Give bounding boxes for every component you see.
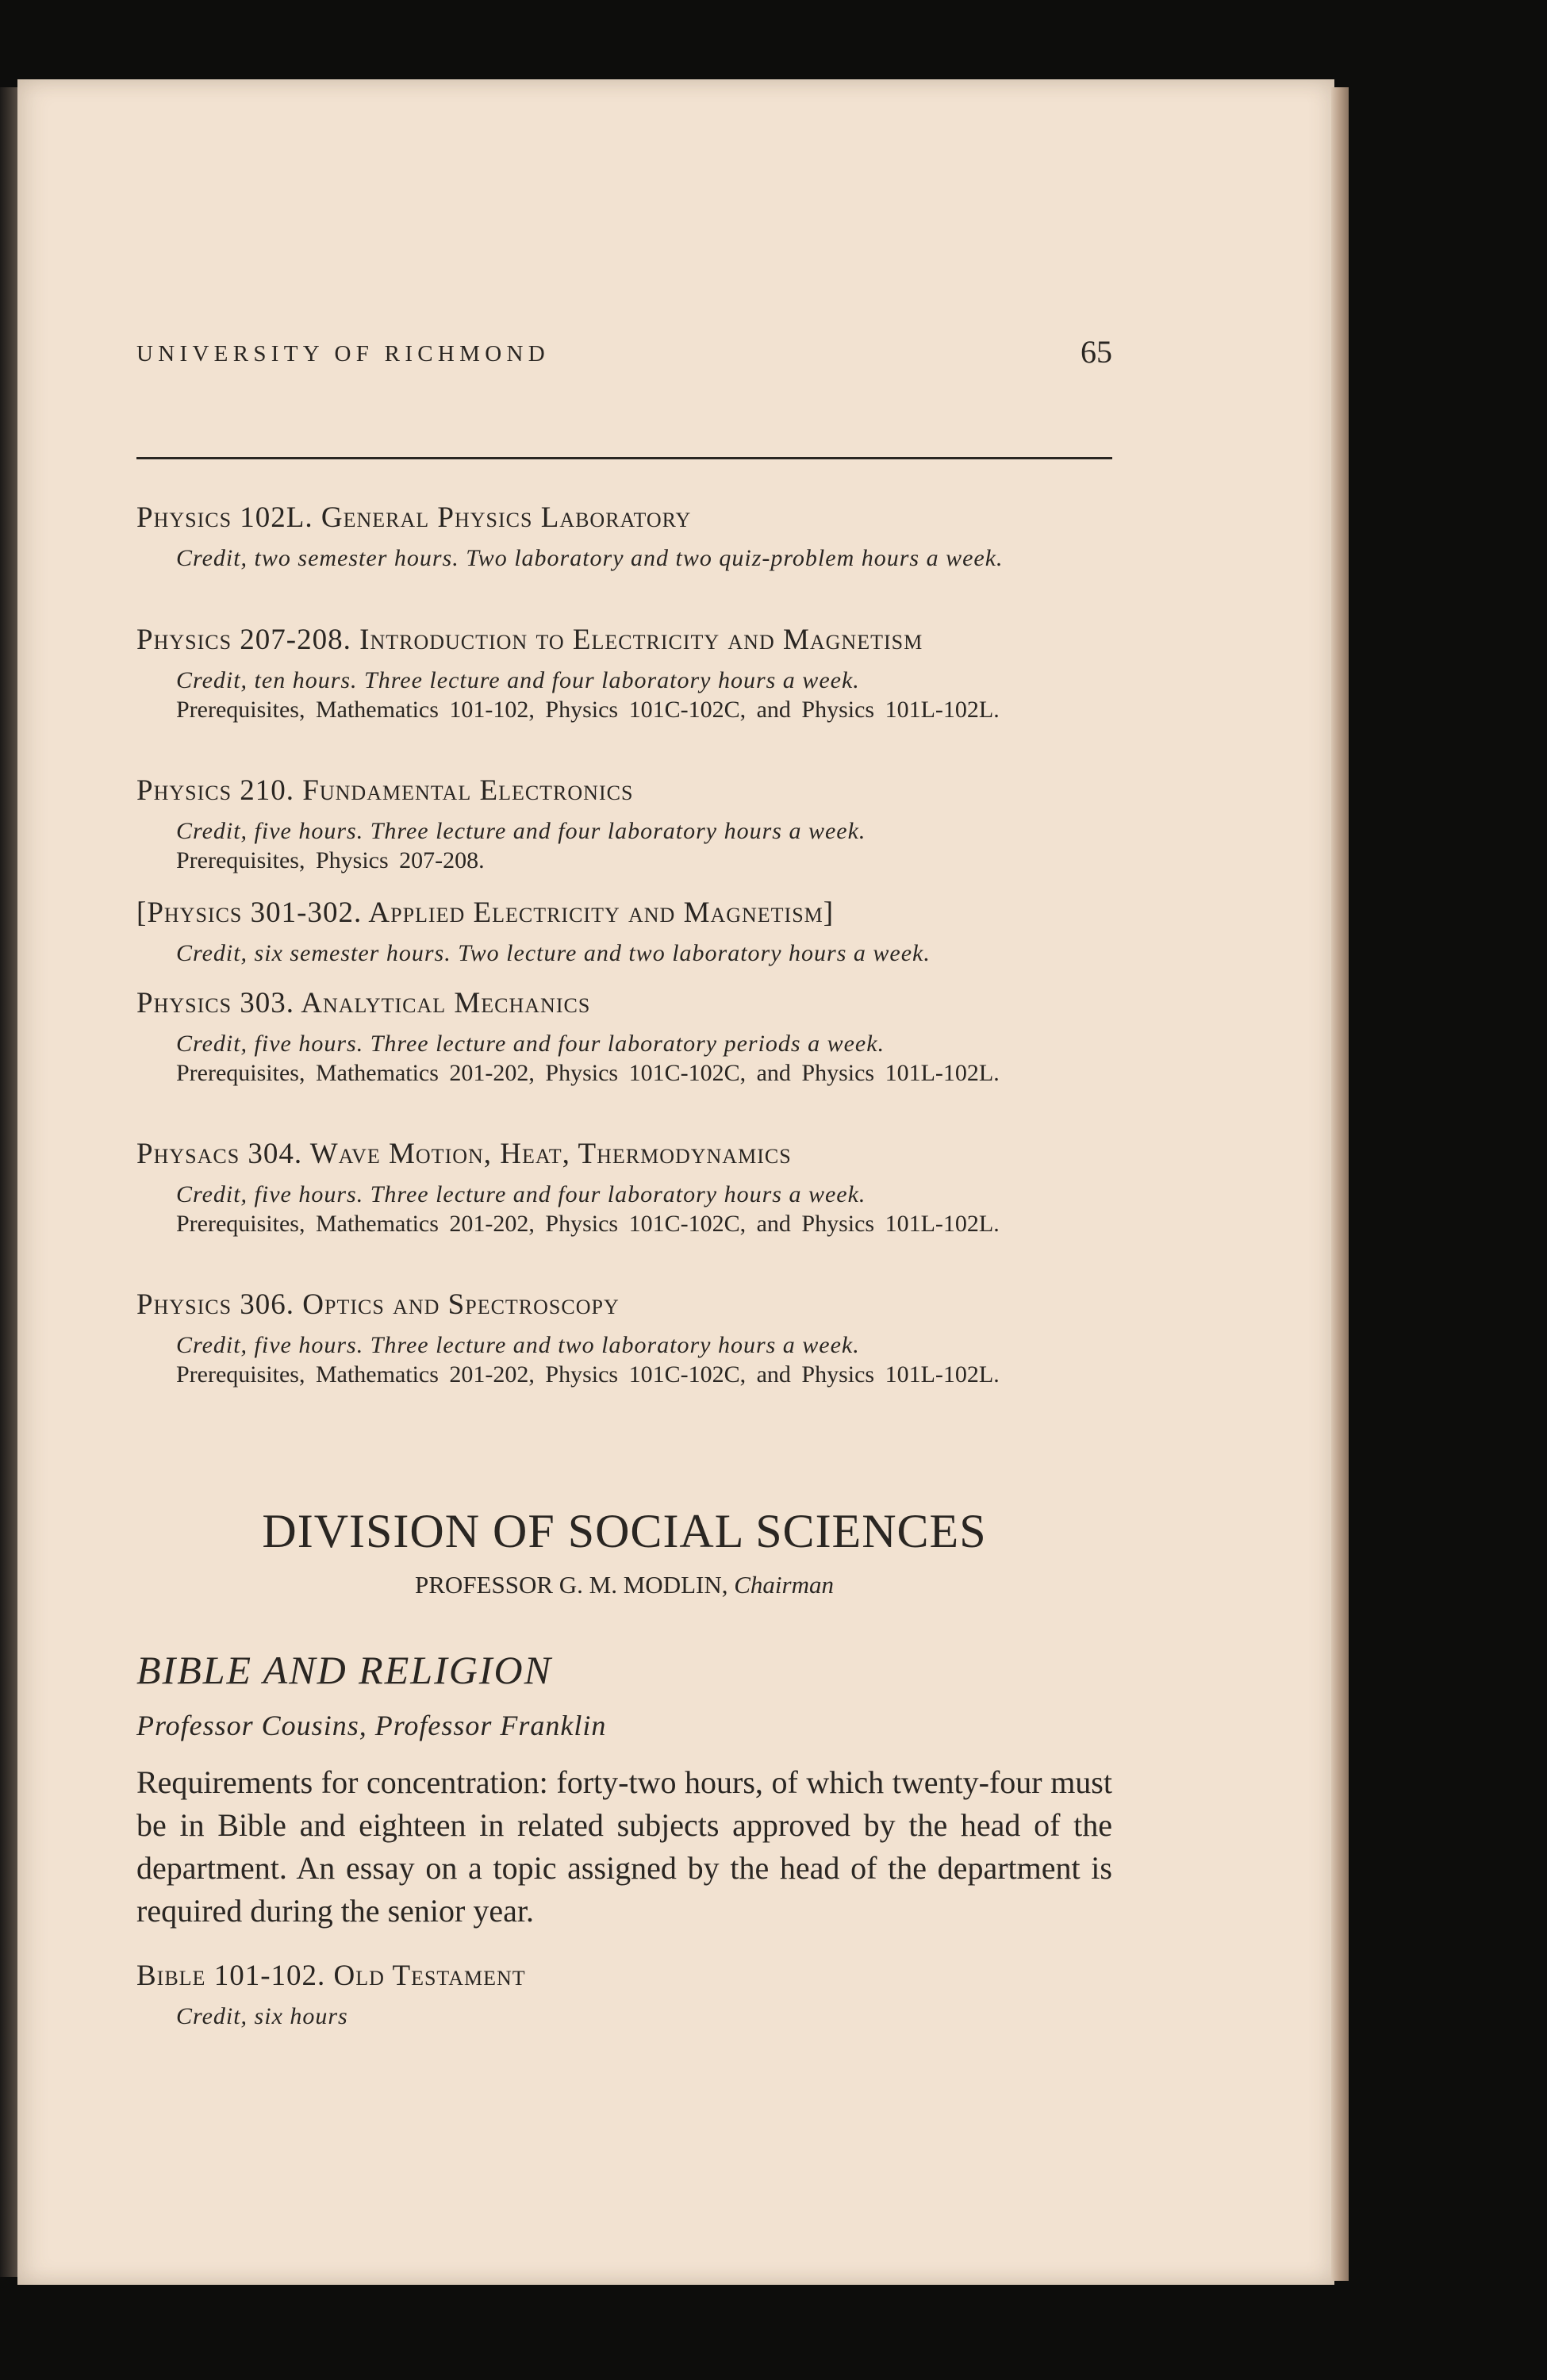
course-prerequisites: Prerequisites, Mathematics 201-202, Physics 101C-102C, and Physics 101L-102L.	[176, 1060, 1000, 1086]
course-prerequisites: Prerequisites, Physics 207-208.	[176, 847, 485, 873]
course-credit: Credit, five hours. Three lecture and four laboratory hours a week.	[176, 1181, 866, 1207]
bible-course-entry	[136, 1958, 1112, 2031]
course-credit: Credit, five hours. Three lecture and four laboratory hours a week.	[176, 818, 866, 844]
course-entry	[136, 773, 1112, 874]
running-title: UNIVERSITY OF RICHMOND	[136, 341, 550, 367]
course-body	[136, 544, 1112, 573]
course-title: Physics 210. Fundamental Electronics	[136, 774, 634, 807]
page-number: 65	[1081, 334, 1112, 370]
course-title: Physics 207-208. Introduction to Electricity and Magnetism	[136, 624, 923, 656]
course-title: [Physics 301-302. Applied Electricity and Magnetism]	[136, 896, 835, 929]
course-title: Physics 102L. General Physics Laboratory	[136, 501, 692, 534]
division-chair-role: Chairman	[734, 1571, 834, 1599]
course-body	[136, 1180, 1112, 1238]
division-chair	[136, 1571, 1112, 1599]
course-prerequisites: Prerequisites, Mathematics 201-202, Physics 101C-102C, and Physics 101L-102L.	[176, 1211, 1000, 1237]
course-body	[136, 939, 1112, 968]
running-head	[136, 333, 1112, 378]
course-body	[136, 666, 1112, 724]
book-page	[17, 79, 1334, 2285]
course-body	[136, 1030, 1112, 1087]
course-prerequisites: Prerequisites, Mathematics 201-202, Physics 101C-102C, and Physics 101L-102L.	[176, 1361, 1000, 1388]
course-credit: Credit, six semester hours. Two lecture and two laboratory hours a week.	[176, 940, 931, 966]
course-credit: Credit, two semester hours. Two laboratory and two quiz-problem hours a week.	[176, 545, 1004, 571]
course-body	[136, 1331, 1112, 1388]
division-chair-name: PROFESSOR G. M. MODLIN,	[415, 1571, 728, 1599]
course-title: Physics 306. Optics and Spectroscopy	[136, 1288, 620, 1321]
course-credit: Credit, ten hours. Three lecture and four laboratory hours a week.	[176, 667, 860, 693]
course-entry	[136, 622, 1112, 724]
header-rule	[136, 457, 1112, 459]
division-title: DIVISION OF SOCIAL SCIENCES	[262, 1505, 987, 1557]
course-entry	[136, 500, 1112, 573]
course-prerequisites: Prerequisites, Mathematics 101-102, Physics 101C-102C, and Physics 101L-102L.	[176, 697, 1000, 723]
course-credit: Credit, five hours. Three lecture and two laboratory hours a week.	[176, 1332, 860, 1358]
department-requirements: Requirements for concentration: forty-two hours, of which twenty-four must be in Bible and eighteen in related subjects approved by the head of the department. An essay on a topic assigned by the head of the department is required during the senior year.	[136, 1764, 1112, 1929]
course-body	[136, 2002, 1112, 2031]
course-credit: Credit, five hours. Three lecture and four laboratory periods a week.	[176, 1031, 885, 1057]
page-stack-edge	[1331, 87, 1349, 2281]
department-name: BIBLE AND RELIGION	[136, 1648, 552, 1692]
course-title: Physacs 304. Wave Motion, Heat, Thermodynamics	[136, 1138, 792, 1170]
course-entry	[136, 1136, 1112, 1238]
course-entry	[136, 985, 1112, 1087]
course-body	[136, 817, 1112, 874]
course-title: Bible 101-102. Old Testament	[136, 1960, 526, 1992]
course-entry	[136, 1287, 1112, 1388]
course-title: Physics 303. Analytical Mechanics	[136, 987, 591, 1019]
course-credit: Credit, six hours	[176, 2003, 348, 2029]
department-faculty: Professor Cousins, Professor Franklin	[136, 1710, 607, 1741]
course-entry	[136, 895, 1112, 968]
